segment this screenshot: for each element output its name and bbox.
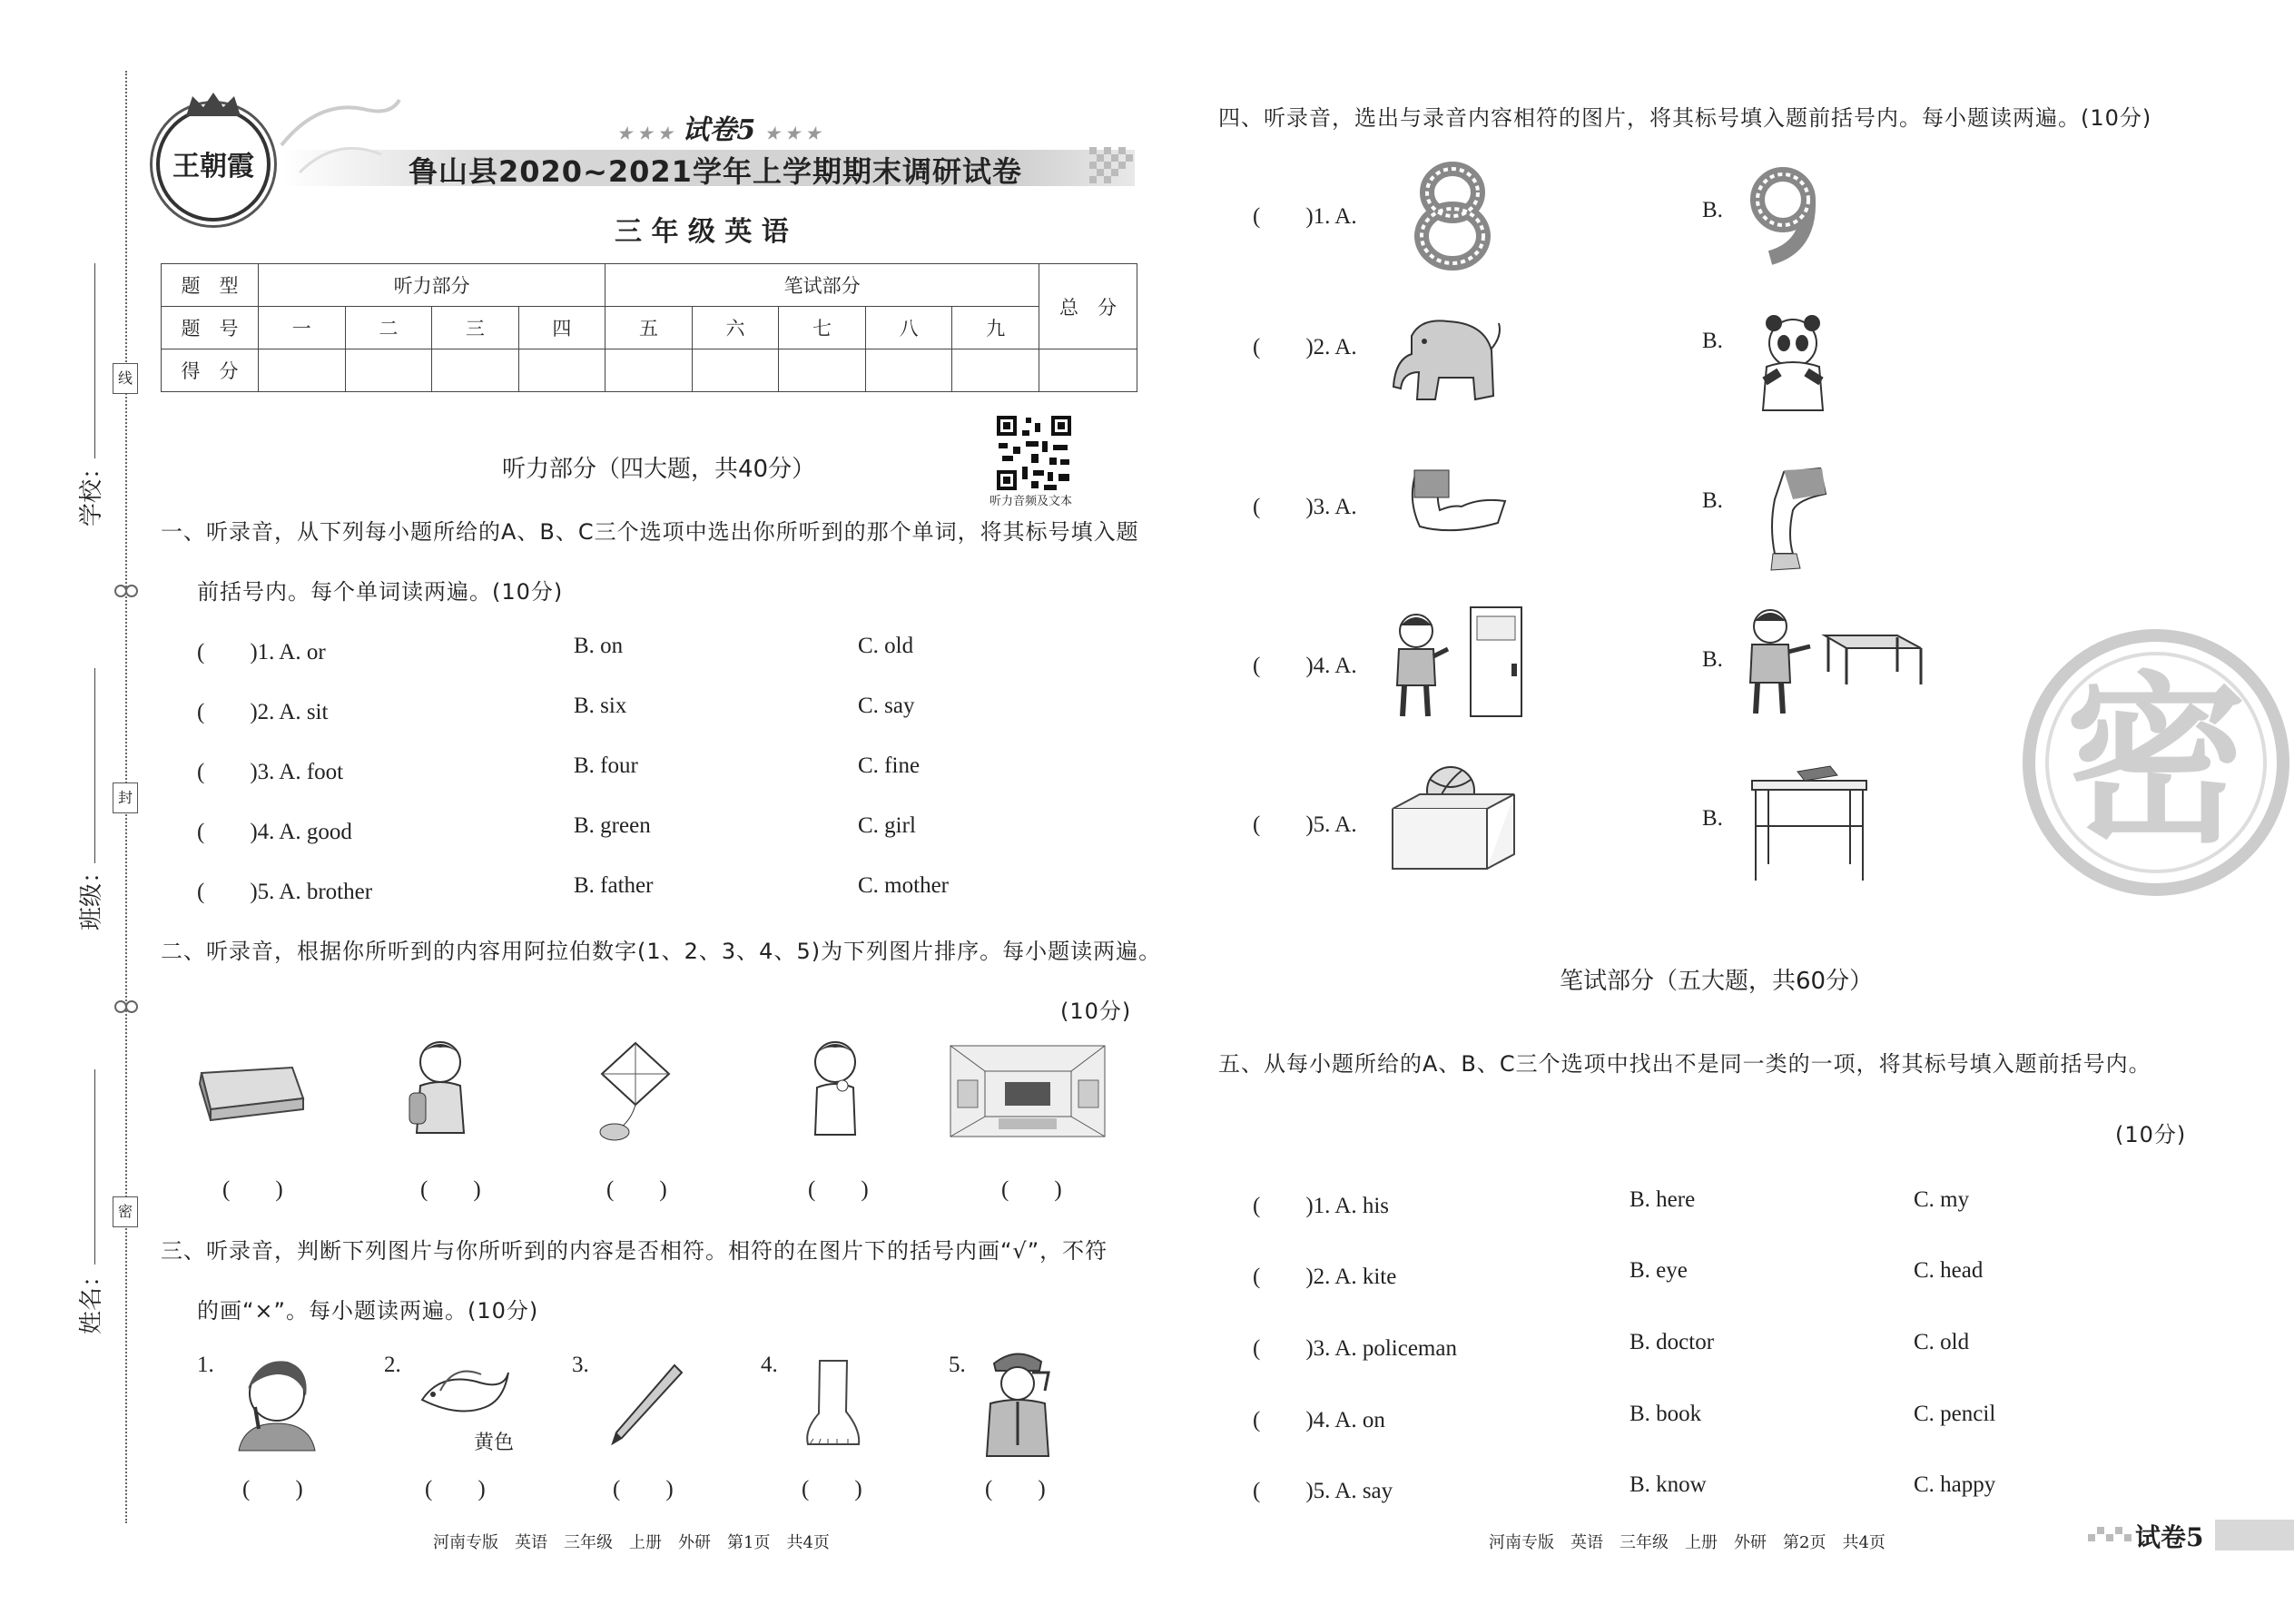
question-number: 八: [865, 307, 952, 349]
score-cell[interactable]: [605, 349, 693, 392]
class-field[interactable]: [94, 668, 95, 863]
s1-q1-c: C. old: [858, 634, 914, 658]
book-on-desk-image: [1743, 753, 1879, 885]
s1-q2-b: B. six: [574, 694, 627, 718]
s5-q4-c: C. pencil: [1914, 1402, 1996, 1426]
question-number: 三: [432, 307, 519, 349]
name-label: 姓名：: [78, 1263, 105, 1334]
s5-q1-b: B. here: [1629, 1187, 1696, 1212]
s5-q4-b: B. book: [1629, 1402, 1702, 1426]
bird-image: [413, 1354, 517, 1427]
banner-checker: [1089, 147, 1144, 189]
s4-q3[interactable]: ( )3. A.: [1253, 495, 1357, 519]
section2-instruction: 二、听录音，根据你所听到的内容用阿拉伯数字(1、2、3、4、5)为下列图片排序。每小题读两遍。: [161, 939, 1162, 964]
elephant-image: [1384, 309, 1511, 413]
s1-q3[interactable]: ( )3. A. foot: [197, 760, 344, 784]
s2-blank-3[interactable]: ( ): [606, 1177, 667, 1202]
seal-watermark-text: 密: [2064, 656, 2247, 868]
s3-label-3: 3.: [572, 1353, 589, 1377]
scissors-icon: [113, 577, 140, 605]
listening-part-label: 听力部分: [259, 264, 605, 307]
classroom-image: [949, 1044, 1108, 1139]
class-label: 班级：: [78, 859, 105, 930]
section5-points: (10分): [2115, 1122, 2187, 1147]
s1-q5-c: C. mother: [858, 873, 949, 898]
brand-logo: [156, 107, 271, 221]
score-cell[interactable]: [865, 349, 952, 392]
exam-title: 鲁山县2020~2021学年上学期期末调研试卷: [409, 154, 1022, 189]
s2-blank-1[interactable]: ( ): [222, 1177, 283, 1202]
s3-label-2: 2.: [384, 1353, 401, 1377]
s5-q4[interactable]: ( )4. A. on: [1253, 1408, 1385, 1432]
boy-thinking-image: [799, 1035, 871, 1148]
s3-label-4: 4.: [761, 1353, 778, 1377]
s1-q2[interactable]: ( )2. A. sit: [197, 700, 329, 724]
score-cell[interactable]: [345, 349, 432, 392]
footer-tag: 试卷5: [2135, 1522, 2204, 1552]
kite-image: [595, 1039, 676, 1144]
s4-q1-b: B.: [1702, 198, 1723, 222]
question-number: 九: [952, 307, 1039, 349]
s1-q5[interactable]: ( )5. A. brother: [197, 880, 373, 904]
s2-blank-4[interactable]: ( ): [808, 1177, 869, 1202]
score-row3-label: 得 分: [162, 349, 259, 392]
binding-mark-line: 线: [113, 363, 138, 394]
s4-q4-b: B.: [1702, 647, 1723, 672]
s3-blank-1[interactable]: ( ): [242, 1477, 303, 1501]
listening-section-header: 听力部分（四大题，共40分）: [502, 456, 816, 483]
score-row1-label: 题 型: [162, 264, 259, 307]
question-number: 一: [259, 307, 346, 349]
s1-q4-b: B. green: [574, 813, 651, 838]
scissors-icon: [113, 993, 140, 1020]
ribbon-decoration-icon: [263, 91, 409, 191]
question-number: 七: [779, 307, 866, 349]
s2-blank-5[interactable]: ( ): [1001, 1177, 1062, 1202]
s1-q5-b: B. father: [574, 873, 654, 898]
s4-q5[interactable]: ( )5. A.: [1253, 812, 1357, 837]
binding-mark-close: 密: [113, 1196, 138, 1227]
s5-q5[interactable]: ( )5. A. say: [1253, 1479, 1393, 1503]
total-label: 总 分: [1039, 264, 1137, 349]
s5-q3-b: B. doctor: [1629, 1330, 1715, 1354]
foot-image: [797, 1357, 870, 1457]
score-cell[interactable]: [432, 349, 519, 392]
score-cell[interactable]: [259, 349, 346, 392]
s1-q4[interactable]: ( )4. A. good: [197, 820, 352, 844]
s3-label-1: 1.: [197, 1353, 214, 1377]
qr-caption: 听力音频及文本: [989, 495, 1073, 508]
s3-blank-4[interactable]: ( ): [802, 1477, 862, 1501]
number-nine-image: [1743, 163, 1825, 268]
book-image: [191, 1062, 309, 1126]
section1-instruction: 一、听录音，从下列每小题所给的A、B、C三个选项中选出你所听到的那个单词，将其标号填入题: [161, 519, 1139, 545]
binding-mark-seal: 封: [113, 782, 138, 813]
section4-instruction: 四、听录音，选出与录音内容相符的图片，将其标号填入题前括号内。每小题读两遍。(10分): [1218, 105, 2152, 131]
s5-q1-c: C. my: [1914, 1187, 1970, 1212]
writing-part-label: 笔试部分: [605, 264, 1039, 307]
arm-image: [1398, 463, 1516, 554]
question-number: 四: [518, 307, 605, 349]
s1-q1[interactable]: ( )1. A. or: [197, 640, 326, 664]
leg-image: [1748, 463, 1838, 576]
ball-on-box-image: [1380, 758, 1521, 881]
footer-tag-decoration: [2088, 1521, 2133, 1549]
section3-instruction: 三、听录音，判断下列图片与你所听到的内容是否相符。相符的在图片下的括号内画“√”，不符: [161, 1238, 1108, 1264]
score-cell[interactable]: [692, 349, 779, 392]
pen-image: [604, 1360, 685, 1451]
score-cell[interactable]: [779, 349, 866, 392]
exam-badge-text: 试卷5: [682, 114, 756, 146]
logo-text: 王朝霞: [172, 151, 254, 182]
question-number: 二: [345, 307, 432, 349]
boy-at-door-image: [1384, 604, 1530, 722]
score-row2-label: 题 号: [162, 307, 259, 349]
s4-q3-b: B.: [1702, 488, 1723, 513]
s5-q5-b: B. know: [1629, 1472, 1707, 1497]
name-field[interactable]: [94, 1069, 95, 1265]
s4-q1[interactable]: ( )1. A.: [1253, 204, 1357, 229]
s5-q5-c: C. happy: [1914, 1472, 1996, 1497]
policeman-image: [976, 1345, 1058, 1459]
subject-title: 三 年 级 英 语: [615, 216, 789, 248]
s5-q3[interactable]: ( )3. A. policeman: [1253, 1336, 1457, 1361]
yellow-label: 黄色: [474, 1432, 515, 1454]
s1-q4-c: C. girl: [858, 813, 916, 838]
s1-q1-b: B. on: [574, 634, 624, 658]
s1-q3-b: B. four: [574, 753, 638, 778]
score-table: [161, 263, 1137, 392]
s1-q3-c: C. fine: [858, 753, 921, 778]
s3-blank-2[interactable]: ( ): [425, 1477, 486, 1501]
writing-section-header: 笔试部分（五大题，共60分）: [1560, 968, 1874, 995]
school-field[interactable]: [94, 263, 95, 458]
exam-badge: ★ ★ ★ 试卷5 ★ ★ ★: [617, 114, 821, 146]
s3-blank-3[interactable]: ( ): [613, 1477, 674, 1501]
s5-q2-b: B. eye: [1629, 1258, 1688, 1283]
panda-image: [1752, 309, 1834, 418]
s4-q2-b: B.: [1702, 329, 1723, 353]
s5-q2-c: C. head: [1914, 1258, 1984, 1283]
total-score-cell[interactable]: [1039, 349, 1137, 392]
section5-instruction: 五、从每小题所给的A、B、C三个选项中找出不是同一类的一项，将其标号填入题前括号内。: [1218, 1051, 2151, 1077]
s5-q1[interactable]: ( )1. A. his: [1253, 1194, 1390, 1218]
qr-code-icon[interactable]: [995, 414, 1073, 492]
score-cell[interactable]: [952, 349, 1039, 392]
s5-q2[interactable]: ( )2. A. kite: [1253, 1265, 1397, 1289]
boy-with-bag-image: [404, 1035, 477, 1148]
s3-label-5: 5.: [949, 1353, 966, 1377]
section1-instruction-cont: 前括号内。每个单词读两遍。(10分): [197, 579, 564, 605]
boy-at-table-image: [1734, 599, 1925, 726]
girl-face-image: [231, 1353, 322, 1452]
s2-blank-2[interactable]: ( ): [420, 1177, 481, 1202]
section2-points: (10分): [1060, 999, 1132, 1024]
number-eight-image: [1412, 163, 1493, 268]
footer-right: 河南专版 英语 三年级 上册 外研 第2页 共4页: [1489, 1533, 1885, 1552]
s1-q2-c: C. say: [858, 694, 915, 718]
footer-left: 河南专版 英语 三年级 上册 外研 第1页 共4页: [433, 1533, 830, 1552]
s5-q3-c: C. old: [1914, 1330, 1970, 1354]
school-label: 学校：: [78, 455, 105, 527]
s4-q4[interactable]: ( )4. A.: [1253, 654, 1357, 678]
s3-blank-5[interactable]: ( ): [985, 1477, 1046, 1501]
s4-q2[interactable]: ( )2. A.: [1253, 335, 1357, 359]
crown-icon: [182, 91, 245, 118]
question-number: 五: [605, 307, 693, 349]
question-number: 六: [692, 307, 779, 349]
footer-tag-bar: [2215, 1520, 2294, 1550]
section3-instruction-cont: 的画“×”。每小题读两遍。(10分): [197, 1298, 539, 1324]
s4-q5-b: B.: [1702, 806, 1723, 831]
score-cell[interactable]: [518, 349, 605, 392]
